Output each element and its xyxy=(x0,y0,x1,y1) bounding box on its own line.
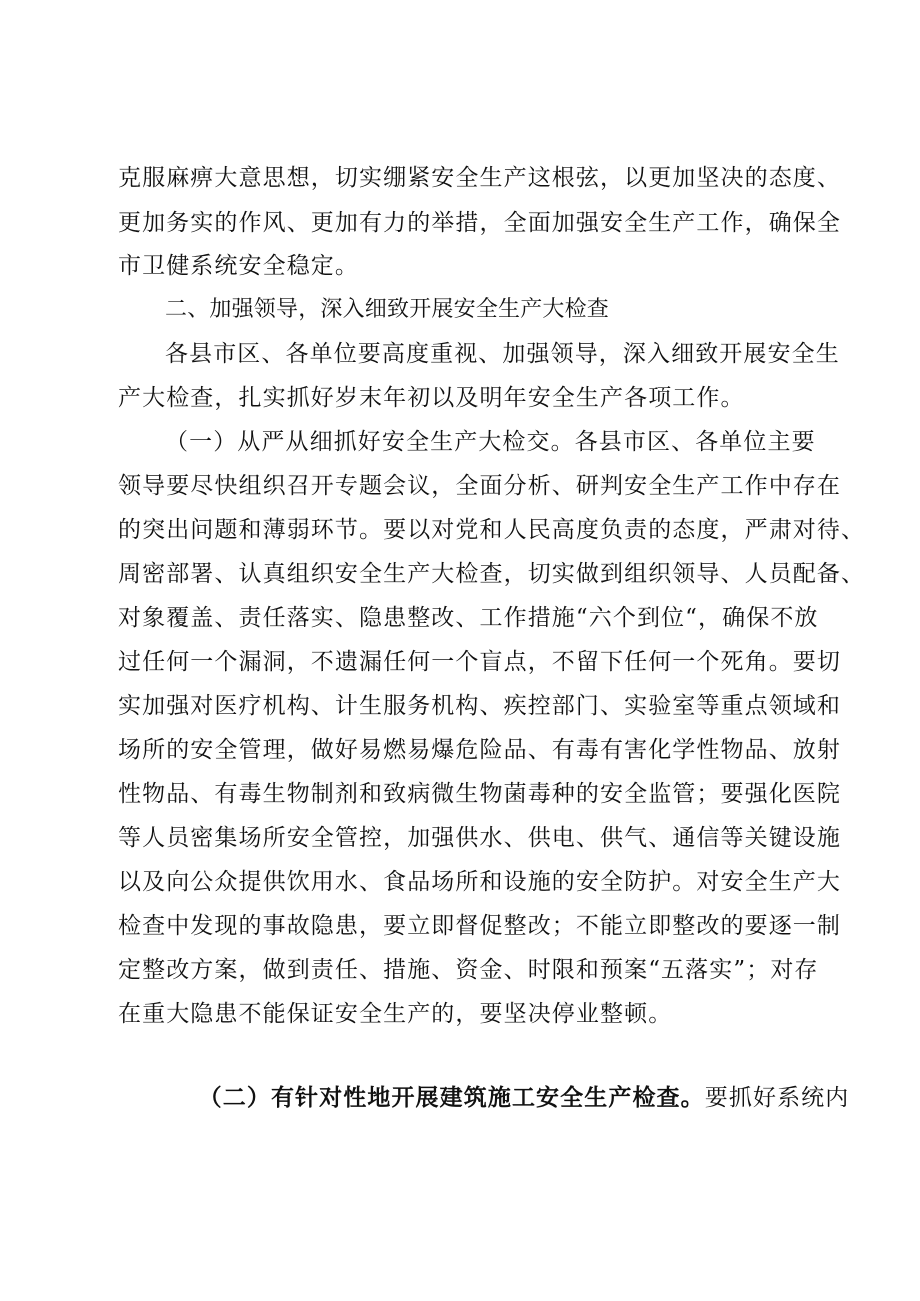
paragraph-line: 周密部署、认真组织安全生产大检查，切实做到组织领导、人员配备、 xyxy=(118,561,866,587)
paragraph-line: 克服麻痹大意思想，切实绷紧安全生产这根弦，以更加坚决的态度、 xyxy=(118,165,841,191)
paragraph-line: 过任何一个漏洞，不遗漏任何一个盲点，不留下任何一个死角。要切 xyxy=(118,649,841,675)
section-heading: 二、加强领导，深入细致开展安全生产大检查 xyxy=(165,297,610,322)
subsection-line xyxy=(165,1038,850,1111)
subsection-title: （二）有针对性地开展建筑施工安全生产检查。 xyxy=(198,1084,705,1111)
subsection-text: 要抓好系统内 xyxy=(704,1085,850,1111)
paragraph-line: 的突出问题和薄弱环节。要以对党和人民高度负责的态度，严肃对待、 xyxy=(118,517,866,543)
paragraph-line: 领导要尽快组织召开专题会议，全面分析、研判安全生产工作中存在 xyxy=(118,473,841,499)
paragraph-line: 场所的安全管理，做好易燃易爆危险品、有毒有害化学性物品、放射 xyxy=(118,737,841,763)
paragraph-line: 性物品、有毒生物制剂和致病微生物菌毒种的安全监管；要强化医院 xyxy=(118,781,841,807)
paragraph-line: 定整改方案，做到责任、措施、资金、时限和预案“五落实”；对存 xyxy=(118,957,819,983)
paragraph-line: 以及向公众提供饮用水、食品场所和设施的安全防护。对安全生产大 xyxy=(118,869,841,895)
paragraph-line: 各县市区、各单位要高度重视、加强领导，深入细致开展安全生 xyxy=(165,341,840,367)
paragraph-line: 检查中发现的事故隐患，要立即督促整改；不能立即整改的要逐一制 xyxy=(118,913,841,939)
paragraph-line: 等人员密集场所安全管控，加强供水、供电、供气、通信等关键设施 xyxy=(118,825,841,851)
subsection-line: （一）从严从细抓好安全生产大检交。各县市区、各单位主要 xyxy=(165,429,816,455)
paragraph-line: 市卫健系统安全稳定。 xyxy=(118,253,359,279)
paragraph-line: 实加强对医疗机构、计生服务机构、疾控部门、实验室等重点领域和 xyxy=(118,693,841,719)
paragraph-line: 对象覆盖、责任落实、隐患整改、工作措施“六个到位“，确保不放 xyxy=(118,605,819,631)
paragraph-line: 更加务实的作风、更加有力的举措，全面加强安全生产工作，确保全 xyxy=(118,210,841,236)
paragraph-line: 在重大隐患不能保证安全生产的，要坚决停业整顿。 xyxy=(118,1001,673,1027)
paragraph-line: 产大检查，扎实抓好岁末年初以及明年安全生产各项工作。 xyxy=(118,385,745,411)
